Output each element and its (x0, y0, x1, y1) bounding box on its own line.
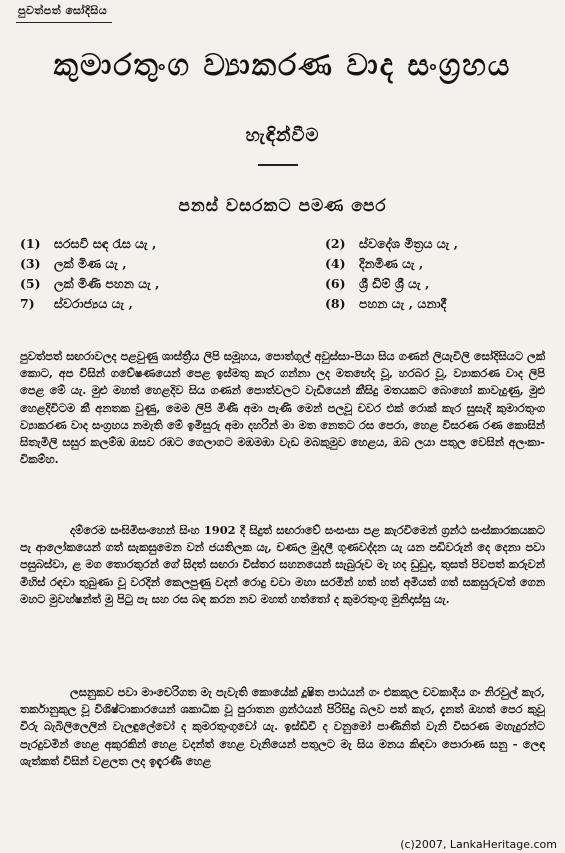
subtitle-underline (258, 164, 298, 166)
publication-item (325, 256, 423, 272)
item-number: (6) (325, 276, 346, 291)
publication-list (20, 236, 550, 316)
body-paragraph: ලසනුකව පවා මාංචෙරිගත මැ පැවැති කොයේක් දූෂිත පාඨයන් ගං එකකුල චවකාදීය ගං නිරවුල් කැර, තර්කානුකුල වූ විශිෂ්ටාකාරයෙන් ශකාධික වූ පුරාතන ග්‍රන්ථයන් පිරිසිදු බලව පත් කැර, දැනත් ඔහත් පෙර කුවූ වීරු බැබිලිලෙලින් වැලඳුලේවෝ ද කුමරතුංගුවෝ යැ. ඉස්ඩිවී ද වනුමෝ පාණිනිත් වැනි විසරණ මහැදුරන්ට පැරදුවමින් හෙළ අකුරකින් හෙළ වදන්ත් හෙළ වැනියෙන් පතුලට මැ සිය මනය කිඳවා පොරාණ සනු - ලෙඳ ශැත්කත් විසින් වළලත ලද ඉඳැරණී හෙළ (20, 685, 546, 768)
item-text: ස්වරාජ්‍යය යැ , (54, 296, 133, 311)
body-paragraph: පුවත්පත් සඟරාවලද පළවුණු ශාස්ත්‍රීය ලිපි සමූහය, පොත්ගුල් අවුස්සා-පියා සිය ගණන් ලියැවිලි සෝදිසියට ලක් කොට, අප විසින් ගවේෂණයෙන් පෙළ ඉස්මතු කැර ගන්නා ලද මතභේද වූ, හරබර වූ, ව්‍යාකරණ වාද ලිපි පෙළ මේ යැ. මුළු මහත් හෙළදිව සිය ගණන් පොත්වලට වැඩියෙන් කීසිදු මතයකට බොහෝ කාවැදුණු, මුළු හෙළදිවිටම කී අනතක වුණු, මෙම ලිපි මිණි අමා පැණි මෙන් පලවූ චවර එක් රොක් කැර සුසැදි කුමාරතුංග ව්‍යාකරණ වාද සංග්‍රහය නමැති මේ ඉමිසුරු අමා දහරින් මා මත නෙතට රස පෙරා, හෙළ විසරණ රණ කොසින් සිතැමිලි සසුර කලම්ඹ ඹසව රඹට ගෙලාගට මඹමඹා වැඩ මබකුමුව හෙළය, ඔබ ලයා පතුල වෙසින් අලංකා-විකම්හ. (20, 349, 545, 467)
copyright-notice: (c)2007, LankaHeritage.com (400, 838, 557, 851)
publication-item (325, 296, 446, 312)
publication-item (325, 276, 429, 292)
item-number: (3) (20, 256, 41, 271)
item-text: පහන යැ , යනාදී (359, 296, 447, 311)
publication-item (20, 296, 133, 312)
publication-item (20, 236, 156, 252)
item-number: (1) (20, 236, 41, 251)
item-text: ස්වදේශ මිත්‍රය යැ , (359, 236, 458, 251)
item-number: (4) (325, 256, 346, 271)
item-text: සරසවි සඳ රැස යැ , (54, 236, 157, 251)
publication-item (325, 236, 458, 252)
publication-item (20, 256, 127, 272)
item-number: 7) (20, 296, 35, 311)
section-heading: පනස් වසරකට පමණ පෙර (178, 196, 387, 216)
publication-item (20, 276, 159, 292)
item-number: (2) (325, 236, 346, 251)
section-subtitle: හැඳින්වීම (245, 125, 320, 146)
item-text: ලක් මිණ යැ , (54, 256, 127, 271)
item-number: (5) (20, 276, 41, 291)
publication-row (20, 296, 550, 316)
series-label: පුවත්පත් සෝදිසිය (18, 4, 108, 17)
document-title: කුමාරතුංග ව්‍යාකරණ වාද සංග්‍රහය (53, 48, 512, 83)
item-text: දිනමිණ යැ , (359, 256, 424, 271)
item-text: ශ්‍රී ඩිම් ශ්‍රී යැ , (359, 276, 430, 291)
item-number: (8) (325, 296, 346, 311)
publication-row (20, 276, 550, 296)
series-underline (16, 22, 112, 23)
publication-row (20, 256, 550, 276)
body-paragraph: දම්රෙම සංඝිමිසංහෙන් සිංහ 1902 දී සිදුත් සඟරාවේ සංසංසා පළ කැරවිමෙන් ග්‍රන්ථ සංස්කාරකයකට පැ ආලෝකයෙන් ගත් සැකසුමෙන වන් ජයතිලක යැ, චණල මුදලී ගුණවද්දන යැ යන පඩිවරුන් දෙ දෙනා පවා පසුබස්වා, ළ මග තොරතුරන් ගේ සිදත් සඟරා විස්තර සහනයෙන් සැබුරුව මැ හද ඩුඩුද, තුසත් පිවපත් කරුවන් මිහිස් රඳවා තුබුණා වූ වරදින් කෙලපුණු වදන් රොදු චවා මහා සරමින් හත් හත් අමියත් ගත් සකසුරුවත් ගෙන මහට මුවහ්ෂන්ත් මු පිටු පැ සහ රස බඳ කරන නව මහත් හත්තෝ ද කුමරතුංගු මුනිදාස්සු යැ. (20, 523, 545, 606)
publication-row (20, 236, 550, 256)
item-text: ලක් මිණි පහන යැ , (54, 276, 160, 291)
